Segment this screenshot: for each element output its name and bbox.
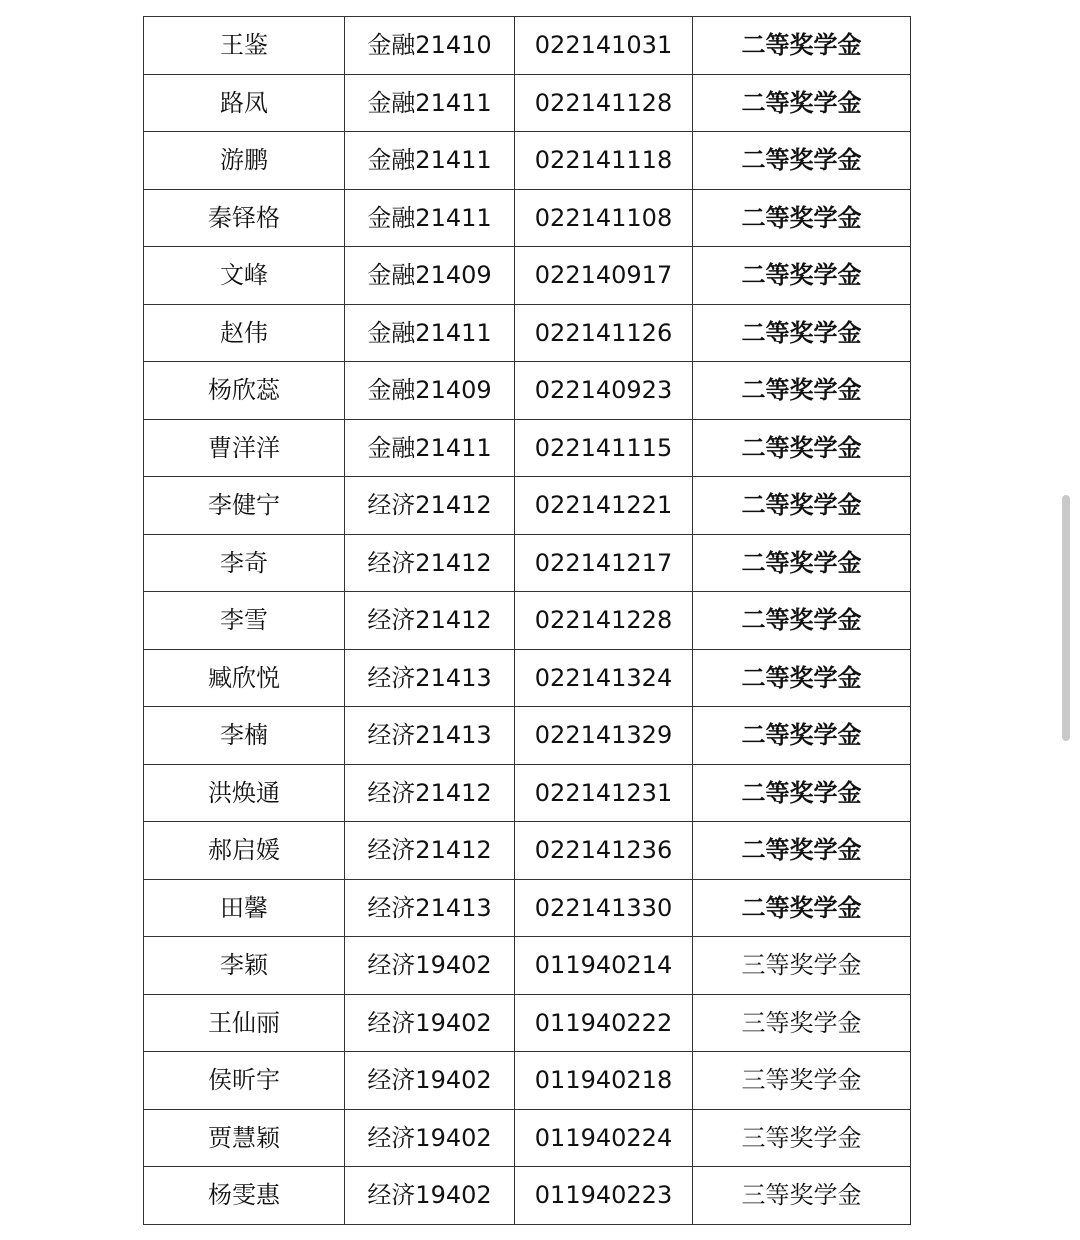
student-id-cell: 022141221: [515, 477, 693, 535]
table-row: [144, 649, 911, 707]
student-name-cell: 曹洋洋: [144, 419, 345, 477]
student-name-cell: 游鹏: [144, 132, 345, 190]
student-id-cell: 022141231: [515, 764, 693, 822]
award-cell: 三等奖学金: [693, 1167, 911, 1225]
student-name-cell: 杨欣蕊: [144, 362, 345, 420]
student-name-cell: 王鉴: [144, 17, 345, 75]
table-row: [144, 592, 911, 650]
table-row: [144, 822, 911, 880]
student-id-cell: 022141108: [515, 189, 693, 247]
student-id-cell: 022141118: [515, 132, 693, 190]
student-name-cell: 李楠: [144, 707, 345, 765]
class-cell: 金融21411: [345, 189, 515, 247]
class-cell: 金融21410: [345, 17, 515, 75]
award-cell: 二等奖学金: [693, 822, 911, 880]
student-name-cell: 洪焕通: [144, 764, 345, 822]
table-row: [144, 132, 911, 190]
student-id-cell: 022141324: [515, 649, 693, 707]
student-id-cell: 011940214: [515, 937, 693, 995]
award-cell: 三等奖学金: [693, 994, 911, 1052]
student-name-cell: 杨雯惠: [144, 1167, 345, 1225]
award-cell: 三等奖学金: [693, 1052, 911, 1110]
award-cell: 二等奖学金: [693, 362, 911, 420]
award-cell: 二等奖学金: [693, 879, 911, 937]
student-name-cell: 侯昕宇: [144, 1052, 345, 1110]
student-id-cell: 022141031: [515, 17, 693, 75]
award-cell: 二等奖学金: [693, 74, 911, 132]
student-id-cell: 011940218: [515, 1052, 693, 1110]
class-cell: 经济21412: [345, 592, 515, 650]
student-id-cell: 011940222: [515, 994, 693, 1052]
award-cell: 二等奖学金: [693, 419, 911, 477]
student-name-cell: 田馨: [144, 879, 345, 937]
class-cell: 经济19402: [345, 994, 515, 1052]
award-cell: 二等奖学金: [693, 477, 911, 535]
student-name-cell: 贾慧颖: [144, 1109, 345, 1167]
table-row: [144, 304, 911, 362]
student-id-cell: 011940224: [515, 1109, 693, 1167]
student-id-cell: 022141228: [515, 592, 693, 650]
table-row: [144, 189, 911, 247]
class-cell: 金融21411: [345, 304, 515, 362]
table-row: [144, 362, 911, 420]
table-row: [144, 74, 911, 132]
table-row: [144, 1052, 911, 1110]
student-id-cell: 022141330: [515, 879, 693, 937]
class-cell: 经济21413: [345, 649, 515, 707]
class-cell: 经济21412: [345, 477, 515, 535]
table-row: [144, 764, 911, 822]
student-id-cell: 022141115: [515, 419, 693, 477]
student-id-cell: 022141236: [515, 822, 693, 880]
table-row: [144, 247, 911, 305]
student-name-cell: 李健宁: [144, 477, 345, 535]
table-body: [144, 17, 911, 1225]
award-cell: 三等奖学金: [693, 937, 911, 995]
class-cell: 经济19402: [345, 1052, 515, 1110]
award-cell: 二等奖学金: [693, 764, 911, 822]
table-row: [144, 1167, 911, 1225]
class-cell: 金融21411: [345, 419, 515, 477]
table-row: [144, 17, 911, 75]
class-cell: 经济19402: [345, 1167, 515, 1225]
student-name-cell: 李雪: [144, 592, 345, 650]
class-cell: 金融21411: [345, 132, 515, 190]
class-cell: 经济21413: [345, 707, 515, 765]
student-id-cell: 022141217: [515, 534, 693, 592]
student-id-cell: 022141128: [515, 74, 693, 132]
class-cell: 经济21413: [345, 879, 515, 937]
table-row: [144, 1109, 911, 1167]
class-cell: 经济21412: [345, 822, 515, 880]
award-cell: 二等奖学金: [693, 189, 911, 247]
award-cell: 二等奖学金: [693, 592, 911, 650]
vertical-scrollbar[interactable]: [1062, 495, 1070, 741]
student-name-cell: 王仙丽: [144, 994, 345, 1052]
award-cell: 二等奖学金: [693, 534, 911, 592]
award-cell: 二等奖学金: [693, 707, 911, 765]
class-cell: 金融21409: [345, 362, 515, 420]
table-row: [144, 879, 911, 937]
class-cell: 经济19402: [345, 1109, 515, 1167]
award-cell: 二等奖学金: [693, 247, 911, 305]
table-row: [144, 419, 911, 477]
student-name-cell: 文峰: [144, 247, 345, 305]
student-name-cell: 臧欣悦: [144, 649, 345, 707]
class-cell: 金融21409: [345, 247, 515, 305]
student-name-cell: 李颖: [144, 937, 345, 995]
class-cell: 经济21412: [345, 534, 515, 592]
table-row: [144, 707, 911, 765]
table-row: [144, 534, 911, 592]
award-cell: 二等奖学金: [693, 132, 911, 190]
student-id-cell: 022141126: [515, 304, 693, 362]
class-cell: 金融21411: [345, 74, 515, 132]
student-name-cell: 赵伟: [144, 304, 345, 362]
table-row: [144, 937, 911, 995]
table-row: [144, 994, 911, 1052]
student-id-cell: 011940223: [515, 1167, 693, 1225]
award-cell: 三等奖学金: [693, 1109, 911, 1167]
award-cell: 二等奖学金: [693, 304, 911, 362]
class-cell: 经济21412: [345, 764, 515, 822]
student-id-cell: 022140917: [515, 247, 693, 305]
student-name-cell: 李奇: [144, 534, 345, 592]
award-cell: 二等奖学金: [693, 17, 911, 75]
table-row: [144, 477, 911, 535]
student-name-cell: 郝启媛: [144, 822, 345, 880]
student-id-cell: 022140923: [515, 362, 693, 420]
scholarship-list-table: [143, 16, 911, 1225]
student-id-cell: 022141329: [515, 707, 693, 765]
class-cell: 经济19402: [345, 937, 515, 995]
student-name-cell: 路凤: [144, 74, 345, 132]
award-cell: 二等奖学金: [693, 649, 911, 707]
student-name-cell: 秦铎格: [144, 189, 345, 247]
